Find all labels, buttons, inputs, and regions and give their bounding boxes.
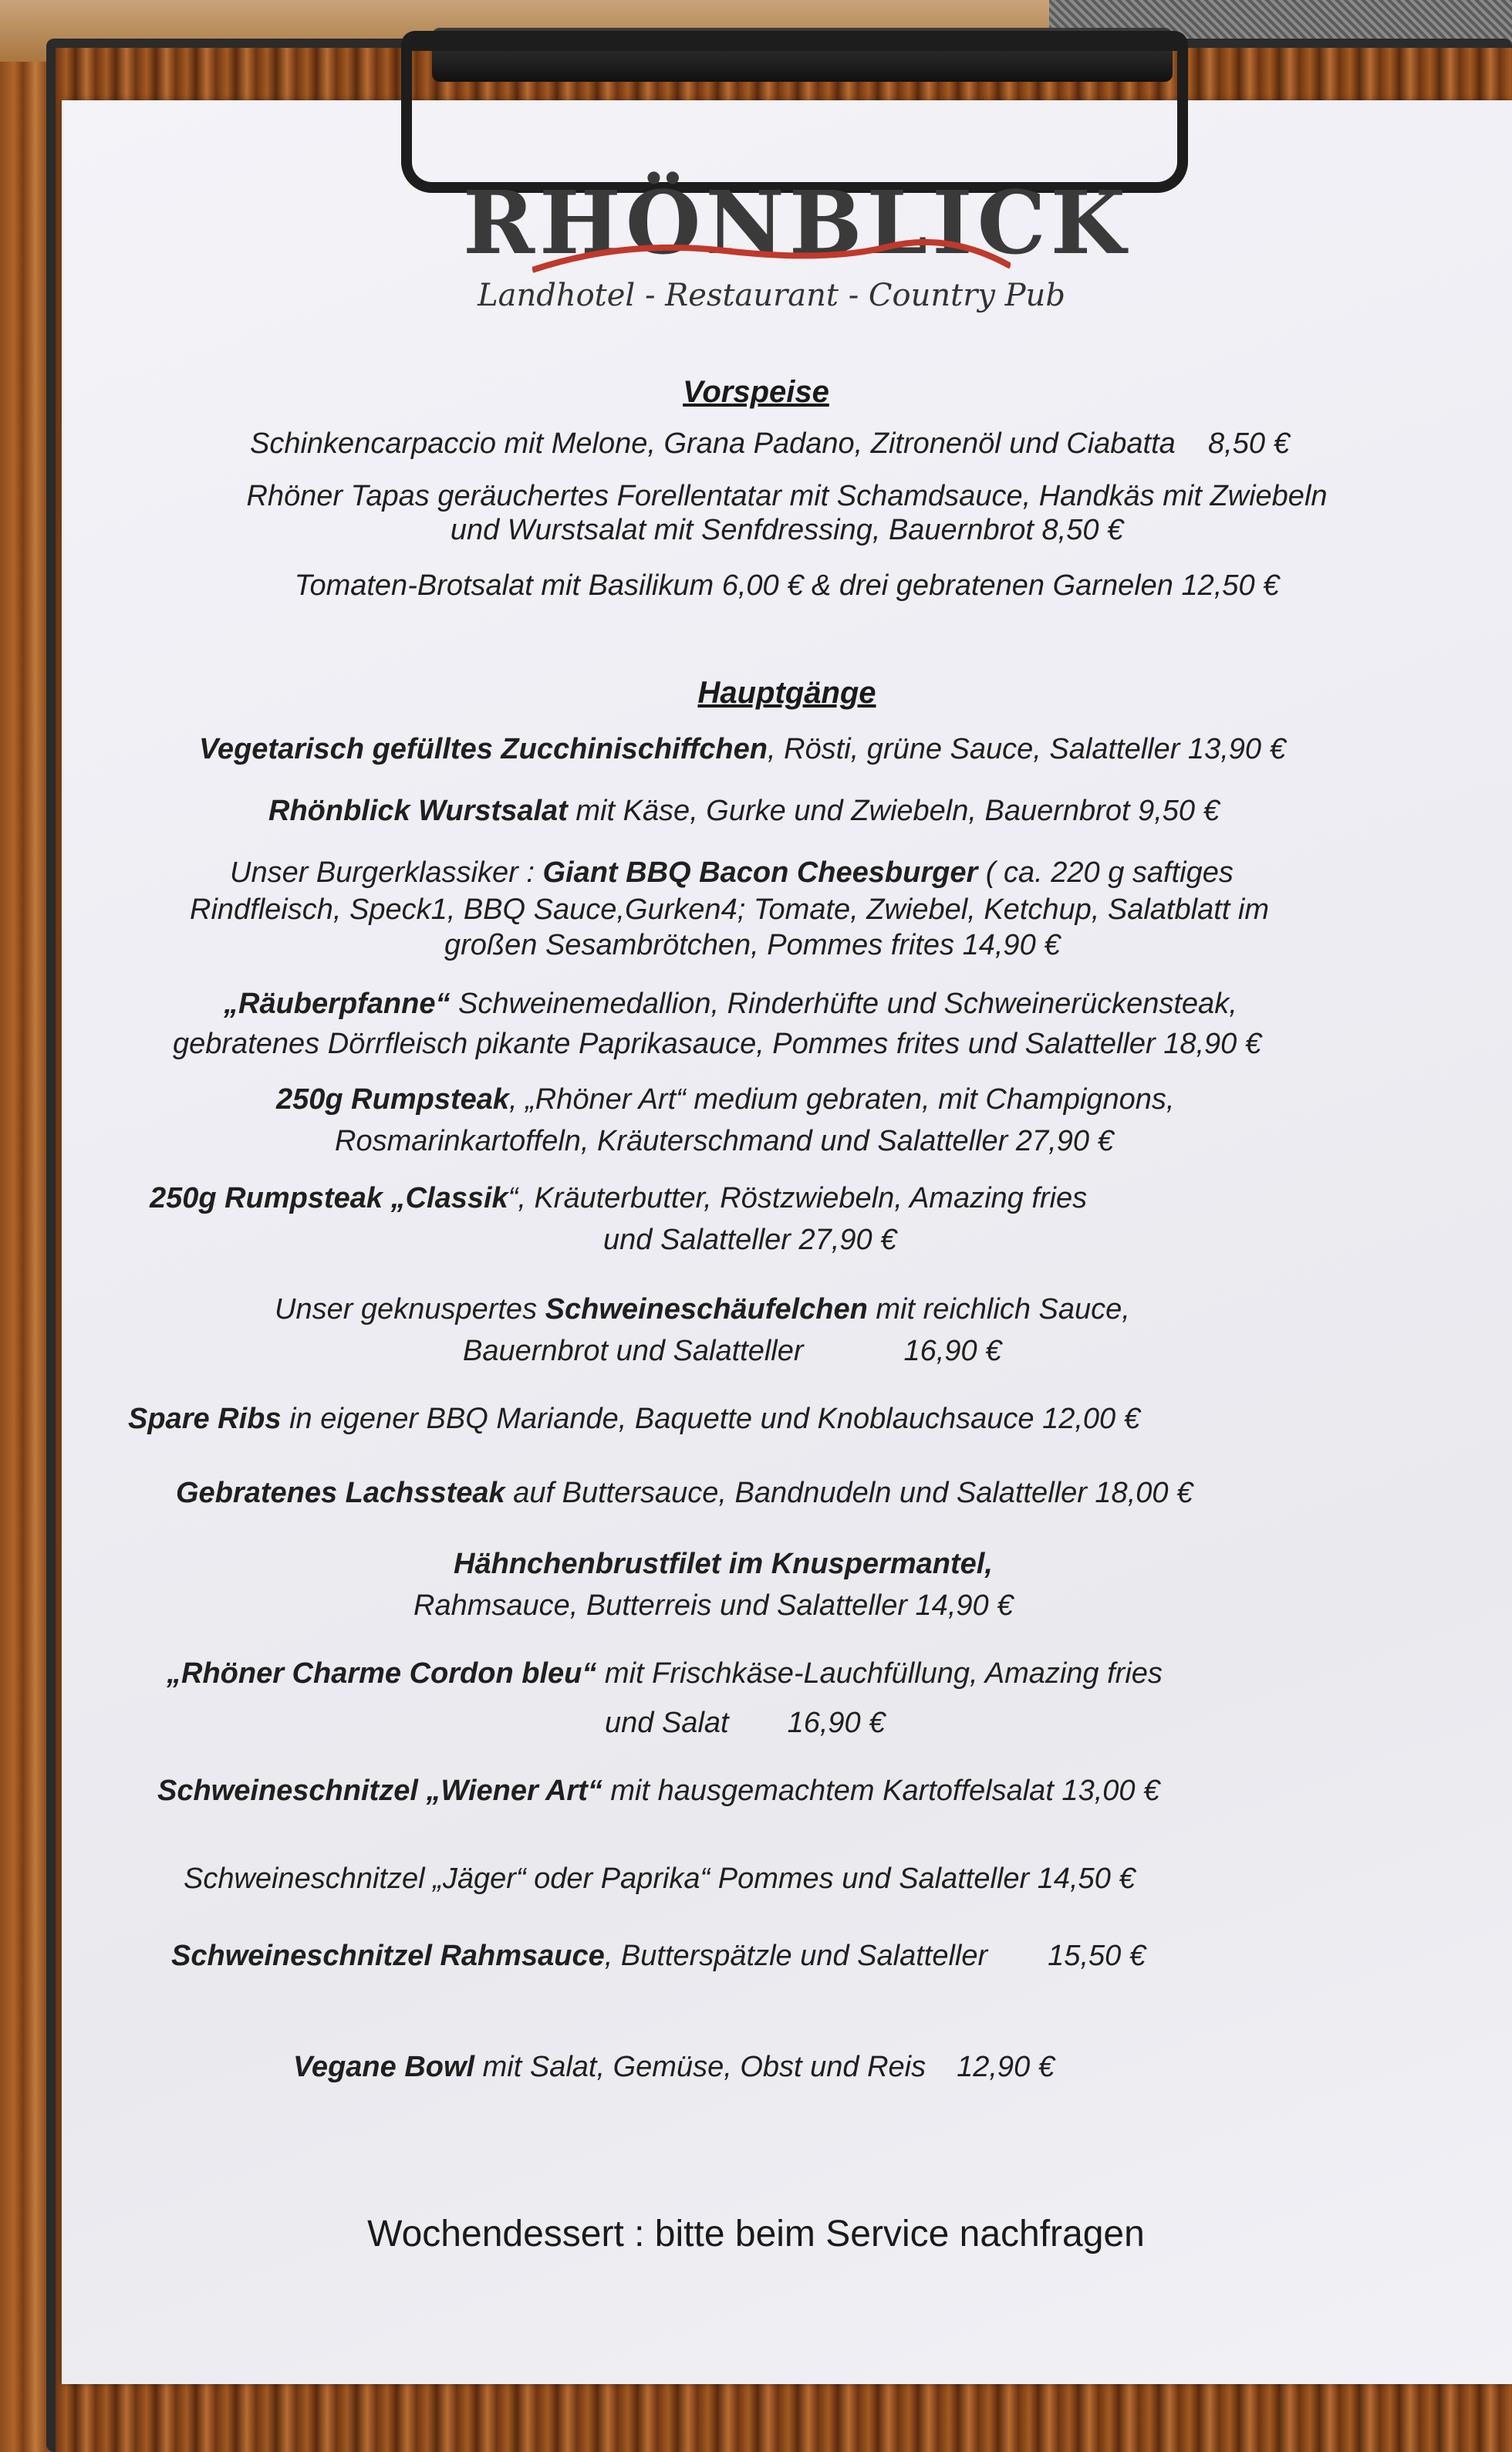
item-text: Schinkencarpaccio mit Melone, Grana Padano, Zitronenöl und Ciabatta <box>250 427 1176 460</box>
item-name: Gebratenes Lachssteak <box>176 1477 505 1509</box>
menu-item-main-11b <box>605 1705 885 1741</box>
menu-item-main-3c: großen Sesambrötchen, Pommes frites 14,90 € <box>444 929 1061 961</box>
item-name: Hähnchenbrustfilet im Knuspermantel, <box>454 1548 993 1580</box>
item-details: , „Rhöner Art“ medium gebraten, mit Champignons, <box>509 1083 1175 1116</box>
item-details: “, Kräuterbutter, Röstzwiebeln, Amazing fries <box>508 1182 1088 1214</box>
logo-tagline: Landhotel - Restaurant - Country Pub <box>478 278 1065 313</box>
section-heading-hauptgaenge: Hauptgänge <box>697 676 876 710</box>
menu-item-main-11a <box>167 1656 1163 1691</box>
item-price: 15,50 € <box>1048 1940 1146 1972</box>
menu-item-vorspeise-3: Tomaten-Brotsalat mit Basilikum 6,00 € & drei gebratenen Garnelen 12,50 € <box>294 569 1280 602</box>
menu-item-main-4a <box>224 986 1237 1022</box>
item-name: Schweineschnitzel Rahmsauce <box>171 1940 605 1972</box>
item-price: 16,90 € <box>787 1707 886 1739</box>
item-name: 250g Rumpsteak <box>276 1083 510 1116</box>
item-details: auf Buttersauce, Bandnudeln und Salatteller 18,00 € <box>505 1477 1193 1509</box>
item-name: 250g Rumpsteak „Classik <box>150 1182 508 1214</box>
menu-item-main-4b: gebratenes Dörrfleisch pikante Paprikasauce, Pommes frites und Salatteller 18,90 € <box>173 1028 1261 1060</box>
item-name: „Rhöner Charme Cordon bleu“ <box>167 1657 597 1690</box>
menu-item-vorspeise-2b: und Wurstsalat mit Senfdressing, Bauernbrot 8,50 € <box>450 514 1124 546</box>
item-name: Rhönblick Wurstsalat <box>268 795 568 827</box>
item-details: mit hausgemachtem Kartoffelsalat 13,00 € <box>602 1775 1160 1807</box>
item-name: Spare Ribs <box>128 1403 282 1435</box>
menu-item-main-8 <box>128 1401 1140 1437</box>
menu-item-main-12 <box>157 1773 1159 1809</box>
menu-item-vorspeise-2a: Rhöner Tapas geräuchertes Forellentatar mit Schamdsauce, Handkäs mit Zwiebeln <box>246 480 1328 512</box>
menu-item-vorspeise-1 <box>250 426 1290 461</box>
menu-item-main-10b: Rahmsauce, Butterreis und Salatteller 14,90 € <box>413 1589 1014 1622</box>
item-details: Schweinemedallion, Rinderhüfte und Schweinerückensteak, <box>450 988 1237 1020</box>
item-name: Schweineschnitzel „Wiener Art“ <box>157 1775 602 1807</box>
item-details: , Butterspätzle und Salatteller <box>604 1940 988 1972</box>
menu-item-main-5a <box>276 1082 1174 1117</box>
item-details: Bauernbrot und Salatteller <box>463 1335 804 1367</box>
menu-item-main-7a <box>275 1292 1130 1327</box>
item-details: und Salat <box>605 1707 729 1739</box>
item-price: 16,90 € <box>903 1335 1002 1367</box>
item-price: 8,50 € <box>1208 427 1290 460</box>
menu-item-main-1 <box>199 731 1286 767</box>
item-details: in eigener BBQ Mariande, Baquette und Knoblauchsauce 12,00 € <box>281 1403 1140 1435</box>
item-intro: Unser geknuspertes <box>275 1293 545 1326</box>
item-intro: Unser Burgerklassiker : <box>230 856 543 889</box>
item-details: mit Salat, Gemüse, Obst und Reis <box>474 2051 926 2083</box>
menu-item-main-6a <box>150 1180 1087 1216</box>
menu-item-main-10a <box>454 1546 993 1582</box>
item-name: „Räuberpfanne“ <box>224 988 451 1020</box>
item-name: Vegetarisch gefülltes Zucchinischiffchen <box>199 733 768 765</box>
item-details: mit Käse, Gurke und Zwiebeln, Bauernbrot 9,50 € <box>567 795 1220 827</box>
item-name: Schweineschäufelchen <box>545 1293 868 1326</box>
item-price: 12,90 € <box>957 2051 1055 2083</box>
menu-item-main-7b <box>463 1333 1001 1369</box>
menu-item-main-9 <box>176 1475 1193 1511</box>
menu-item-main-3b: Rindfleisch, Speck1, BBQ Sauce,Gurken4; Tomate, Zwiebel, Ketchup, Salatblatt im <box>190 893 1269 926</box>
item-details: mit reichlich Sauce, <box>867 1293 1130 1326</box>
menu-item-main-14 <box>171 1938 1146 1974</box>
menu-item-main-15 <box>293 2049 1055 2085</box>
menu-item-main-13: Schweineschnitzel „Jäger“ oder Paprika“ Pommes und Salatteller 14,50 € <box>184 1863 1136 1895</box>
item-name: Giant BBQ Bacon Cheesburger <box>542 856 978 889</box>
footer-dessert-note: Wochendessert : bitte beim Service nachfragen <box>367 2214 1145 2254</box>
menu-item-main-3a <box>230 855 1234 890</box>
item-name: Vegane Bowl <box>293 2051 475 2083</box>
item-details: mit Frischkäse-Lauchfüllung, Amazing fries <box>596 1657 1163 1690</box>
section-heading-vorspeise: Vorspeise <box>683 375 829 409</box>
item-details: , Rösti, grüne Sauce, Salatteller 13,90 € <box>767 733 1286 765</box>
item-details: ( ca. 220 g saftiges <box>977 856 1234 889</box>
logo-name: RHÖNBLICK <box>463 173 1131 274</box>
menu-item-main-6b: und Salatteller 27,90 € <box>603 1224 897 1256</box>
menu-item-main-5b: Rosmarinkartoffeln, Kräuterschmand und Salatteller 27,90 € <box>335 1125 1114 1157</box>
menu-item-main-2 <box>268 793 1220 829</box>
